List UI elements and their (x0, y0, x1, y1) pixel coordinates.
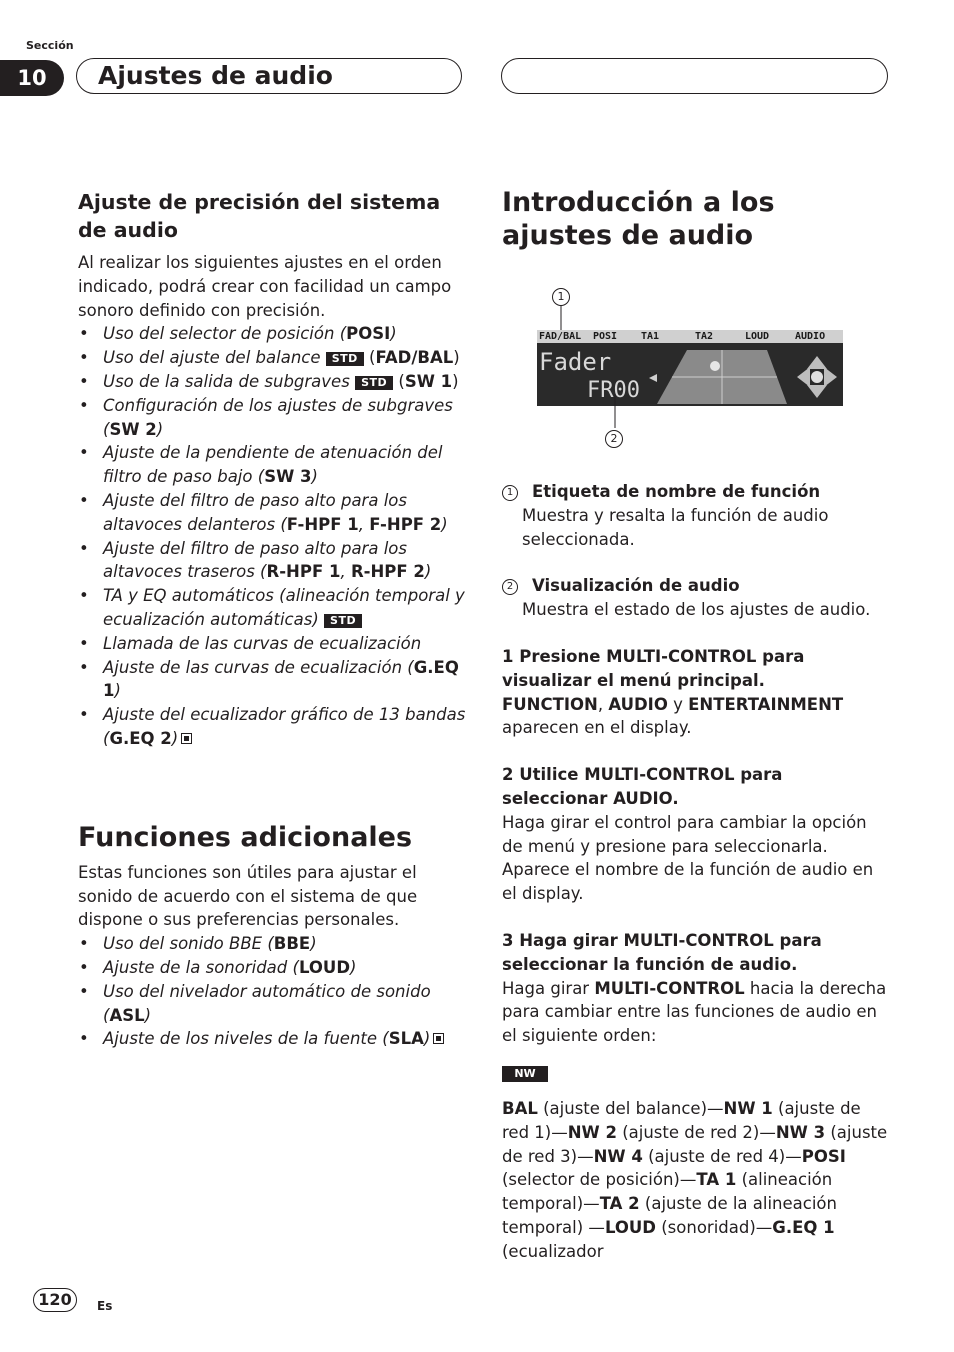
tab-posi: POSI (593, 331, 618, 342)
step-3-heading: 3 Haga girar MULTI-CONTROL para seleccionar la función de audio. (502, 930, 822, 974)
item-1-text: Muestra y resalta la función de audio seleccionada. (522, 505, 829, 549)
tab-loud: LOUD (745, 331, 770, 342)
list-item: • Ajuste del filtro de paso alto para los altavoces delanteros (F-HPF 1, F-HPF 2) (78, 489, 466, 537)
end-mark-icon (181, 733, 192, 744)
list-item: • Ajuste de la sonoridad (LOUD) (78, 956, 466, 980)
chapter-title: Ajustes de audio (98, 61, 333, 90)
list-item: • Uso del selector de posición (POSI) (78, 322, 466, 346)
tab-ta2: TA2 (695, 331, 714, 342)
left-column (78, 188, 466, 1051)
callout-2-leader (612, 394, 618, 428)
precision-list (78, 322, 466, 750)
precision-intro: Al realizar los siguientes ajustes en el orden indicado, podrá crear con facilidad un campo sonoro definido con precisión. (78, 253, 452, 320)
callout-1: 1 (552, 288, 570, 306)
empty-header-frame (501, 58, 888, 94)
list-item: • Configuración de los ajustes de subgraves (SW 2) (78, 394, 466, 442)
list-item: • TA y EQ automáticos (alineación temporal y ecualización automáticas) STD (78, 584, 466, 632)
section-heading-additional: Funciones adicionales (78, 821, 413, 853)
item-2-text: Muestra el estado de los ajustes de audio. (522, 600, 871, 620)
additional-list (78, 932, 466, 1051)
item-1-heading: 1 Etiqueta de nombre de función (502, 480, 890, 504)
section-heading-precision: Ajuste de precisión del sistema de audio (78, 190, 441, 242)
function-order-text: BAL (ajuste del balance)—NW 1 (ajuste de red 1)—NW 2 (ajuste de red 2)—NW 3 (ajuste de red 3)—NW 4 (ajuste de red 4)—POSI (selector de posición)—TA 1 (alineación temporal)—TA 2 (ajuste de la alineación temporal) —LOUD (sonoridad)—G.EQ 1 (ecualizador (502, 1099, 888, 1261)
list-item: • Uso del sonido BBE (BBE) (78, 932, 466, 956)
additional-intro: Estas funciones son útiles para ajustar el sonido de acuerdo con el sistema de que dispone o sus preferencias personales. (78, 862, 418, 930)
std-badge: STD (355, 376, 393, 390)
function-name-readout: Fader (539, 348, 612, 376)
section-heading-intro: Introducción a los ajustes de audio (502, 187, 775, 251)
item-2-number: 2 (502, 579, 518, 595)
step-3-text: Haga girar MULTI-CONTROL hacia la derecha para cambiar entre las funciones de audio en el siguiente orden: (502, 978, 887, 1046)
list-item: • Ajuste de la pendiente de atenuación del filtro de paso bajo (SW 3) (78, 441, 466, 489)
list-item: • Uso de la salida de subgraves STD (SW 1) (78, 370, 466, 394)
list-item: • Llamada de las curvas de ecualización (78, 632, 466, 656)
list-item: • Ajuste de los niveles de la fuente (SLA) (78, 1027, 466, 1051)
item-1-number: 1 (502, 485, 518, 501)
std-badge: STD (326, 352, 364, 366)
tab-ta1: TA1 (641, 331, 660, 342)
nw-badge: NW (502, 1066, 548, 1082)
callout-2: 2 (605, 430, 623, 448)
list-item: • Ajuste del filtro de paso alto para los altavoces traseros (R-HPF 1, R-HPF 2) (78, 537, 466, 585)
step-1-text: FUNCTION, AUDIO y ENTERTAINMENT aparecen en el display. (502, 694, 844, 738)
right-column-text (502, 480, 890, 1048)
language-code: Es (97, 1299, 113, 1313)
item-2-heading: 2 Visualización de audio (502, 574, 890, 598)
section-number-badge: 10 (0, 60, 64, 96)
list-item: • Ajuste del ecualizador gráfico de 13 bandas (G.EQ 2) (78, 703, 466, 751)
step-2-text: Haga girar el control para cambiar la opción de menú y presione para seleccionarla. Aparece el nombre de la función de audio en el display. (502, 812, 874, 904)
tab-audio: AUDIO (795, 331, 826, 342)
list-item: • Ajuste de las curvas de ecualización (G.EQ 1) (78, 656, 466, 704)
section-label: Sección (26, 39, 74, 52)
list-item: • Uso del nivelador automático de sonido (ASL) (78, 980, 466, 1028)
step-2-heading: 2 Utilice MULTI-CONTROL para seleccionar AUDIO. (502, 765, 783, 808)
list-item: • Uso del ajuste del balance STD (FAD/BAL) (78, 346, 466, 370)
fader-graphic (637, 344, 843, 406)
step-1-heading: 1 Presione MULTI-CONTROL para visualizar el menú principal. (502, 646, 805, 690)
end-mark-icon (433, 1033, 444, 1044)
tab-fad-bal: FAD/BAL (539, 331, 582, 342)
function-tabs (537, 330, 843, 343)
function-value-readout: FR00 (587, 378, 640, 403)
audio-display-illustration (537, 330, 843, 406)
function-order (502, 1097, 890, 1264)
std-badge: STD (324, 614, 362, 628)
page-number: 120 (33, 1288, 77, 1312)
